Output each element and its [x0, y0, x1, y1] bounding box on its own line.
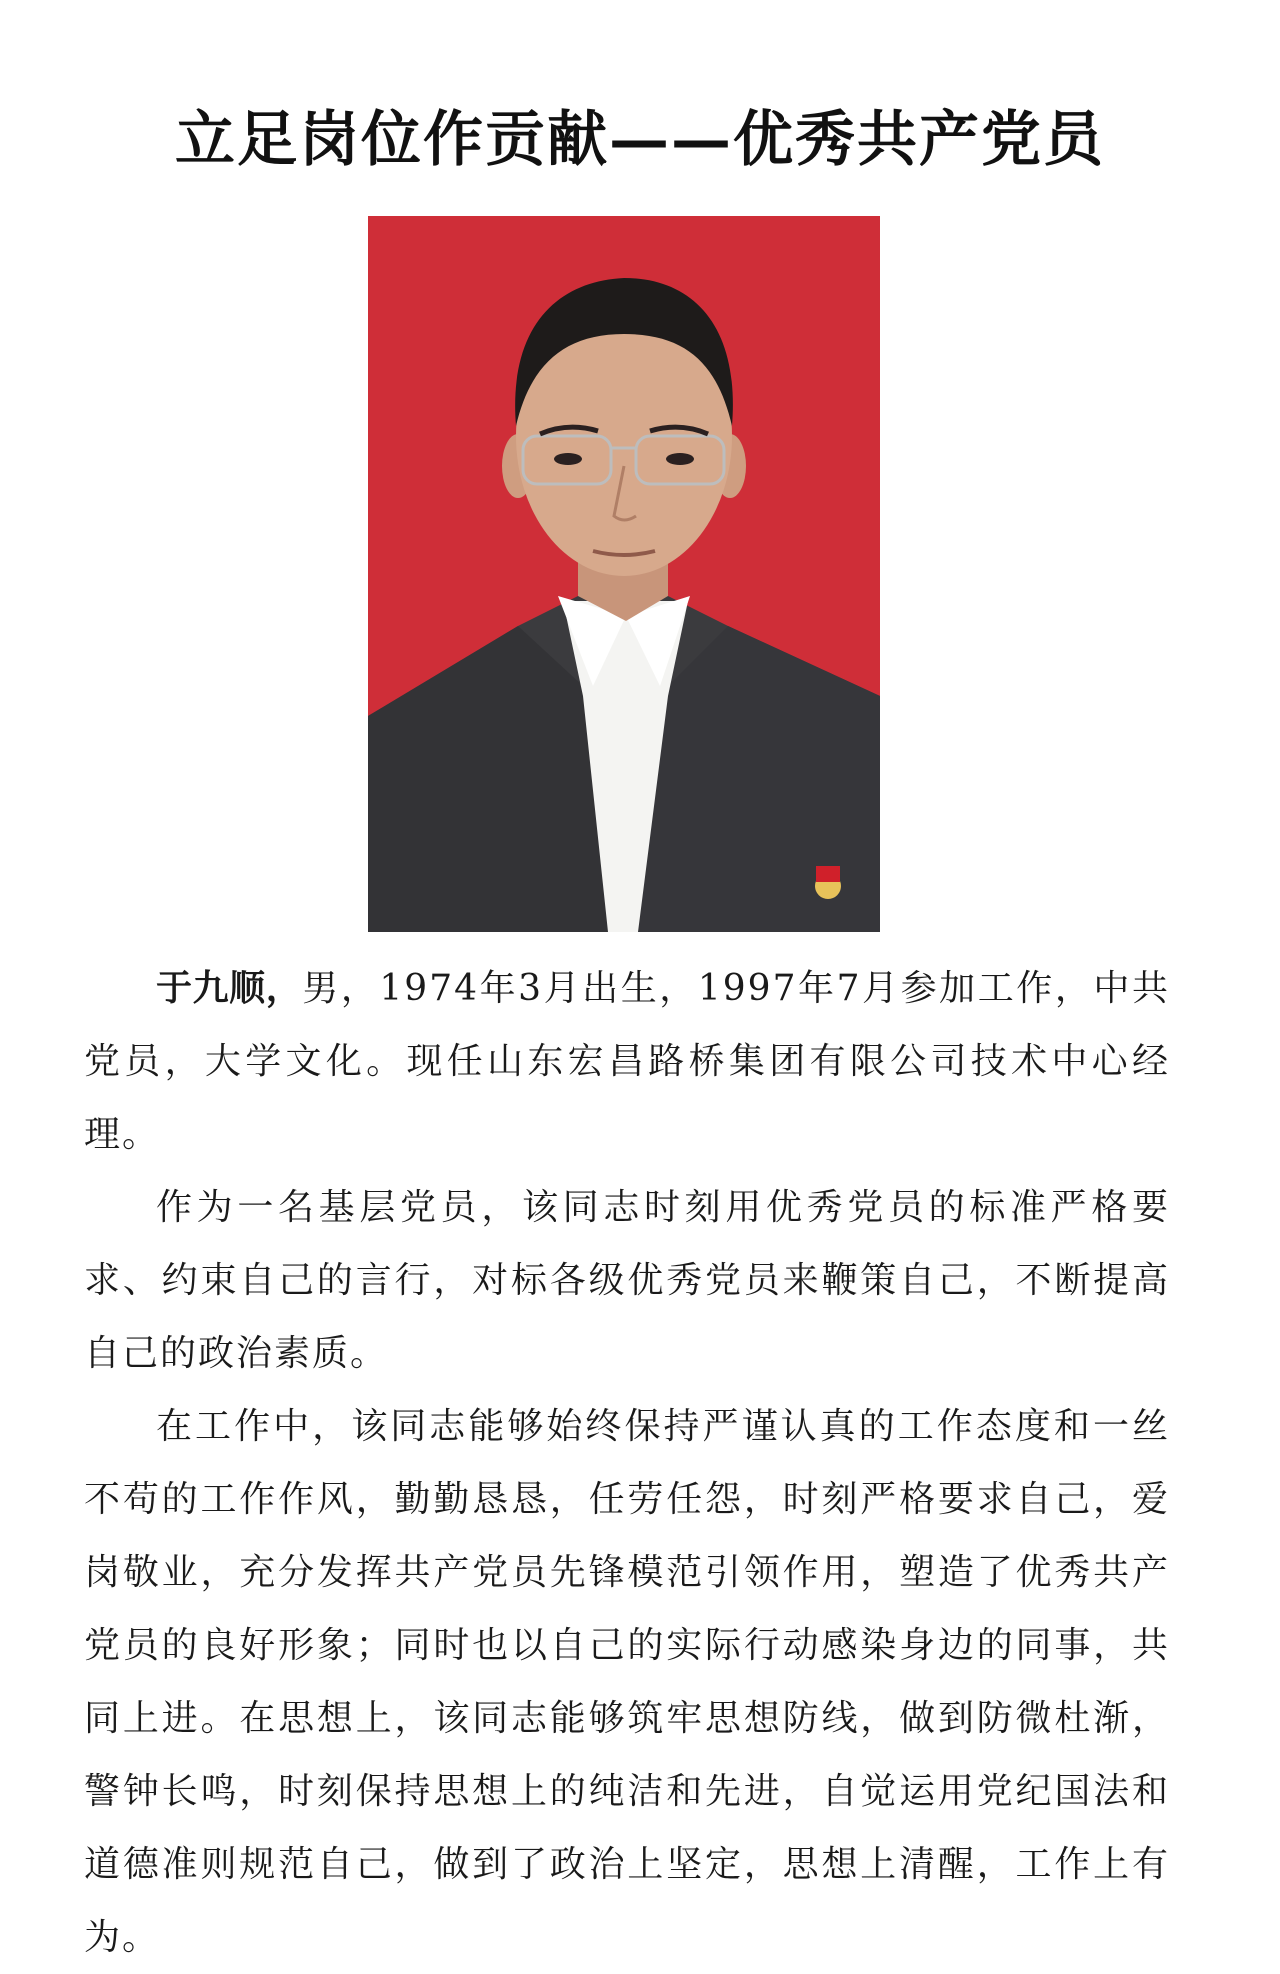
paragraph-intro-text: 男，1974年3月出生，1997年7月参加工作，中共党员，大学文化。现任山东宏昌路桥集团有限公司技术中心经理。	[84, 968, 1170, 1155]
paragraph-intro	[84, 952, 1170, 1171]
page-title: 立足岗位作贡献——优秀共产党员	[175, 105, 1105, 175]
person-name: 于九顺，	[156, 968, 303, 1009]
paragraph-work: 在工作中，该同志能够始终保持严谨认真的工作态度和一丝不苟的工作作风，勤勤恳恳，任劳任怨，时刻严格要求自己，爱岗敬业，充分发挥共产党员先锋模范引领作用，塑造了优秀共产党员的良好形象；同时也以自己的实际行动感染身边的同事，共同上进。在思想上，该同志能够筑牢思想防线，做到防微杜渐，警钟长鸣，时刻保持思想上的纯洁和先进，自觉运用党纪国法和道德准则规范自己，做到了政治上坚定，思想上清醒，工作上有为。	[84, 1406, 1170, 1958]
portrait-illustration	[368, 216, 880, 932]
party-badge-icon	[815, 866, 841, 899]
paragraph-standards: 作为一名基层党员，该同志时刻用优秀党员的标准严格要求、约束自己的言行，对标各级优秀党员来鞭策自己，不断提高自己的政治素质。	[84, 1187, 1170, 1374]
article-body	[84, 952, 1170, 1974]
portrait-photo	[368, 216, 880, 932]
